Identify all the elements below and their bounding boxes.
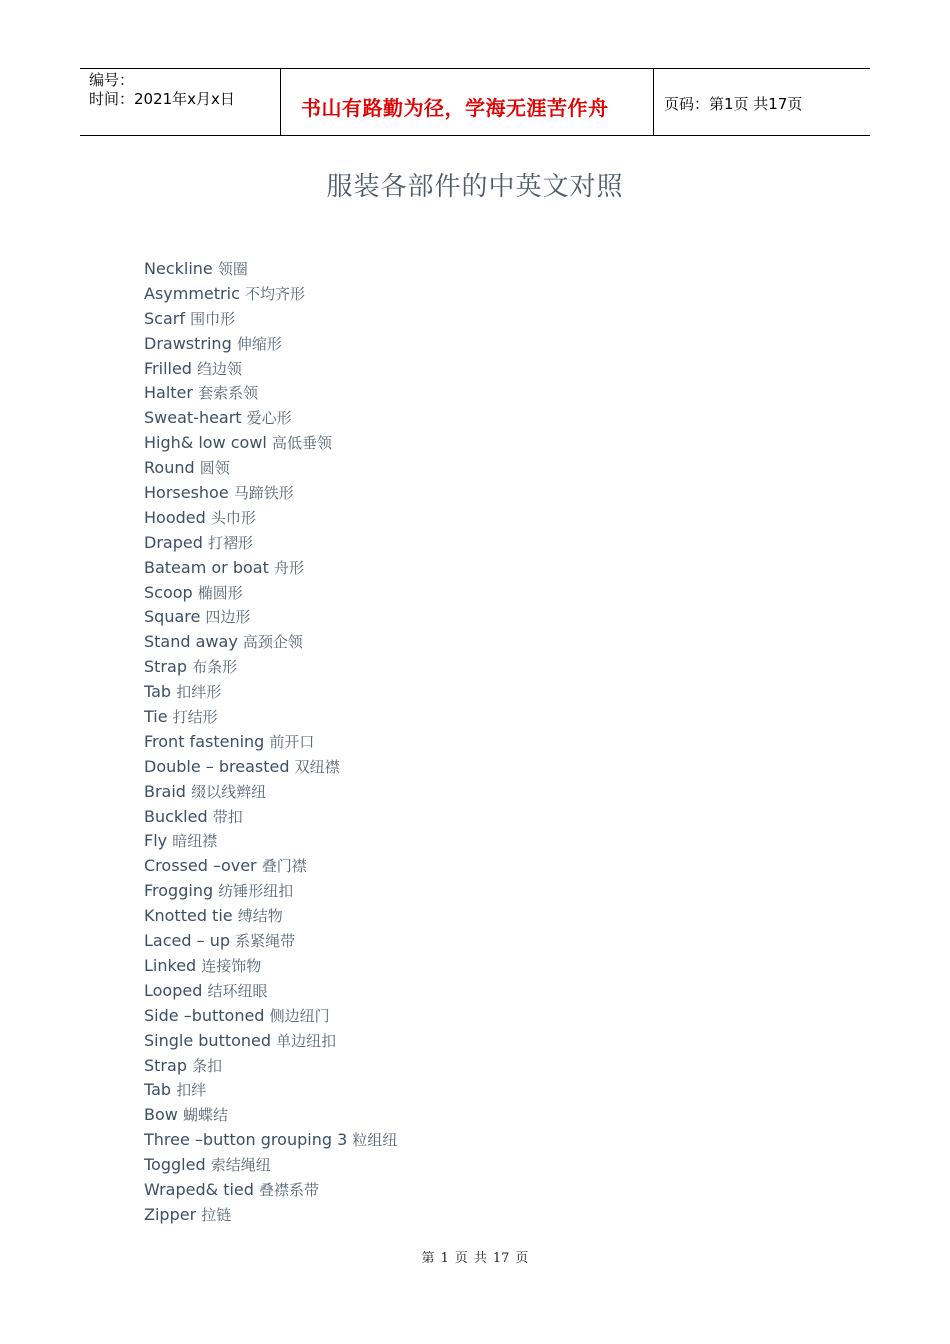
term-english: Asymmetric — [144, 283, 240, 303]
footer-ye: 页 — [454, 1251, 468, 1266]
list-item — [144, 332, 397, 357]
list-item — [144, 954, 397, 979]
term-chinese: 粒组纽 — [352, 1131, 398, 1150]
list-item — [144, 879, 397, 904]
term-english: Single buttoned — [144, 1030, 272, 1050]
page-footer — [0, 1247, 950, 1266]
term-english: Frilled — [144, 358, 192, 378]
term-english: Zipper — [144, 1204, 197, 1224]
term-english: Drawstring — [144, 333, 232, 353]
list-item — [144, 381, 397, 406]
term-english: Frogging — [144, 881, 214, 901]
footer-di: 第 — [421, 1251, 435, 1266]
term-english: Buckled — [144, 806, 208, 826]
footer-total-pages: 17 — [492, 1251, 510, 1266]
list-item — [144, 680, 397, 705]
list-item — [144, 456, 397, 481]
term-english: Sweat-heart — [144, 408, 242, 428]
term-chinese: 打褶形 — [207, 533, 253, 552]
term-chinese: 缀以线辫纽 — [191, 782, 267, 801]
term-chinese: 打结形 — [172, 708, 218, 727]
term-chinese: 领圈 — [217, 260, 248, 278]
term-chinese: 拉链 — [201, 1205, 232, 1224]
list-item — [144, 431, 397, 456]
term-english: Fly — [144, 831, 168, 851]
list-item — [144, 1178, 397, 1203]
document-header — [80, 68, 870, 136]
term-english: Halter — [144, 383, 193, 403]
term-english: Scoop — [144, 582, 193, 602]
term-english: Knotted tie — [144, 906, 233, 926]
list-item — [144, 1004, 397, 1029]
list-item — [144, 805, 397, 830]
term-chinese: 爱心形 — [246, 409, 292, 428]
term-chinese: 扣绊 — [176, 1081, 207, 1100]
list-item — [144, 854, 397, 879]
term-chinese: 系紧绳带 — [235, 932, 296, 951]
list-item — [144, 1128, 397, 1153]
term-chinese: 蝴蝶结 — [182, 1106, 228, 1125]
term-english: Horseshoe — [144, 483, 229, 503]
term-chinese: 暗纽襟 — [172, 832, 218, 851]
term-chinese: 高低垂领 — [271, 434, 332, 453]
term-chinese: 扣绊形 — [176, 683, 222, 702]
list-item — [144, 780, 397, 805]
term-chinese: 缚结物 — [237, 907, 283, 926]
page-title: 服装各部件的中英文对照 — [326, 172, 624, 202]
list-item — [144, 1029, 397, 1054]
term-chinese: 四边形 — [205, 608, 251, 627]
term-chinese: 椭圆形 — [197, 583, 243, 602]
term-english: Wraped& tied — [144, 1179, 254, 1199]
term-english: Tab — [144, 682, 172, 702]
term-english: Round — [144, 458, 195, 478]
list-item — [144, 630, 397, 655]
term-english: Double – breasted — [144, 756, 290, 776]
header-motto: 书山有路勤为径，学海无涯苦作舟 — [301, 96, 609, 120]
term-chinese: 纺锤形纽扣 — [218, 882, 294, 901]
list-item — [144, 357, 397, 382]
header-page-info-cell — [654, 69, 870, 135]
list-item — [144, 929, 397, 954]
list-item — [144, 755, 397, 780]
list-item — [144, 730, 397, 755]
term-list — [144, 257, 397, 1228]
term-english: High& low cowl — [144, 433, 267, 453]
term-chinese: 叠门襟 — [261, 857, 307, 876]
list-item — [144, 481, 397, 506]
list-item — [144, 829, 397, 854]
header-page-info: 页码：第1页 共17页 — [664, 95, 803, 113]
list-item — [144, 1153, 397, 1178]
term-english: Linked — [144, 955, 197, 975]
term-chinese: 圆领 — [199, 459, 230, 478]
term-english: Braid — [144, 781, 186, 801]
term-chinese: 前开口 — [269, 732, 315, 751]
term-english: Hooded — [144, 507, 206, 527]
term-english: Tab — [144, 1080, 172, 1100]
term-english: Scarf — [144, 308, 185, 328]
list-item — [144, 556, 397, 581]
term-english: Side –buttoned — [144, 1005, 265, 1025]
list-item — [144, 605, 397, 630]
list-item — [144, 1054, 397, 1079]
footer-gong: 共 — [473, 1251, 487, 1266]
term-chinese: 带扣 — [212, 807, 243, 826]
term-chinese: 不均齐形 — [244, 284, 305, 303]
list-item — [144, 581, 397, 606]
term-chinese: 头巾形 — [210, 508, 256, 527]
list-item — [144, 705, 397, 730]
term-english: Looped — [144, 980, 203, 1000]
term-chinese: 围巾形 — [190, 309, 236, 328]
term-chinese: 条扣 — [192, 1056, 223, 1075]
term-chinese: 套索系领 — [198, 384, 259, 403]
list-item — [144, 506, 397, 531]
footer-ye-2: 页 — [515, 1251, 529, 1266]
term-chinese: 叠襟系带 — [259, 1180, 320, 1199]
term-chinese: 绉边领 — [197, 359, 243, 378]
document-number-label: 编号： — [89, 71, 135, 89]
list-item — [144, 531, 397, 556]
list-item — [144, 307, 397, 332]
term-english: Neckline — [144, 259, 213, 278]
header-left-cell — [80, 69, 281, 135]
term-english: Strap — [144, 657, 187, 677]
document-time-label: 时间：2021年x月x日 — [89, 90, 235, 108]
header-motto-cell — [281, 69, 654, 135]
term-english: Laced – up — [144, 931, 230, 951]
term-english: Stand away — [144, 632, 238, 652]
term-english: Toggled — [144, 1155, 206, 1175]
term-english: Front fastening — [144, 731, 265, 751]
term-english: Three –button grouping 3 — [144, 1130, 348, 1150]
term-chinese: 布条形 — [192, 658, 238, 677]
term-english: Bow — [144, 1105, 178, 1125]
term-chinese: 结环纽眼 — [207, 981, 268, 1000]
term-chinese: 连接饰物 — [201, 956, 262, 975]
term-english: Tie — [144, 707, 168, 727]
term-chinese: 马蹄铁形 — [233, 484, 294, 503]
term-chinese: 伸缩形 — [236, 334, 282, 353]
footer-page-number: 1 — [440, 1251, 449, 1266]
list-item — [144, 406, 397, 431]
term-english: Crossed –over — [144, 856, 257, 876]
list-item — [144, 904, 397, 929]
list-item — [144, 979, 397, 1004]
term-english: Draped — [144, 532, 203, 552]
list-item — [144, 257, 397, 282]
term-chinese: 舟形 — [273, 558, 304, 577]
term-chinese: 单边纽扣 — [276, 1031, 337, 1050]
list-item — [144, 1103, 397, 1128]
term-english: Square — [144, 607, 201, 627]
term-chinese: 侧边纽门 — [269, 1006, 330, 1025]
term-chinese: 高颈企领 — [242, 633, 303, 652]
list-item — [144, 655, 397, 680]
list-item — [144, 1203, 397, 1228]
term-english: Strap — [144, 1055, 187, 1075]
term-chinese: 索结绳纽 — [210, 1156, 271, 1175]
term-chinese: 双纽襟 — [294, 757, 340, 776]
list-item — [144, 1078, 397, 1103]
term-english: Bateam or boat — [144, 557, 269, 577]
list-item — [144, 282, 397, 307]
